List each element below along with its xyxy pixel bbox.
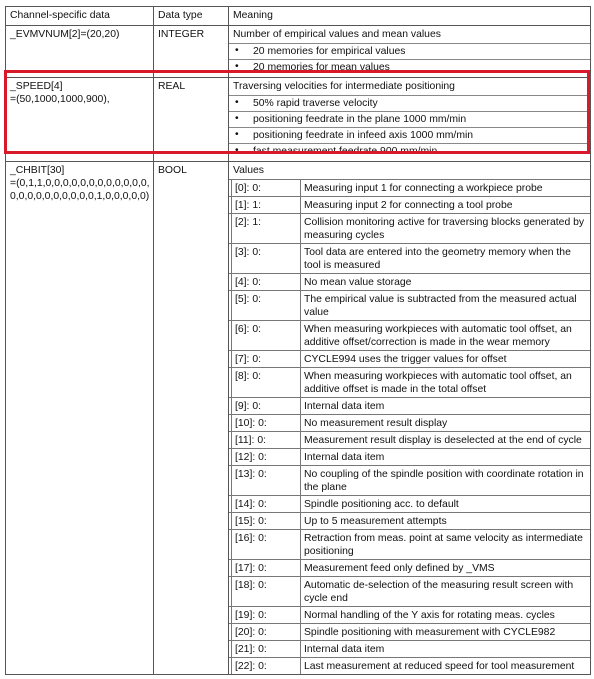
value-description: No measurement result display: [301, 415, 591, 432]
evmvnum-meaning: Number of empirical values and mean values: [233, 29, 441, 40]
value-index: [5]: 0:: [232, 291, 301, 321]
header-data-type: Data type: [154, 7, 229, 26]
value-description: Up to 5 measurement attempts: [301, 513, 591, 530]
header-meaning: Meaning: [229, 7, 591, 26]
value-description: Normal handling of the Y axis for rotating meas. cycles: [301, 607, 591, 624]
list-item: • 20 memories for empirical values: [229, 43, 590, 59]
table-row: [229, 466, 590, 496]
table-row: [229, 658, 590, 675]
table-row: [229, 180, 590, 197]
value-index: [6]: 0:: [232, 321, 301, 351]
value-index: [14]: 0:: [232, 496, 301, 513]
table-row: [229, 607, 590, 624]
value-index: [13]: 0:: [232, 466, 301, 496]
value-description: Measurement feed only defined by _VMS: [301, 560, 591, 577]
header-channel-data: Channel-specific data: [6, 7, 154, 26]
row-speed: [6, 78, 591, 162]
value-description: The empirical value is subtracted from the measured actual value: [301, 291, 591, 321]
value-index: [12]: 0:: [232, 449, 301, 466]
evmvnum-type: INTEGER: [154, 26, 229, 78]
value-description: When measuring workpieces with automatic tool offset, an additive offset is made in the total offset: [301, 368, 591, 398]
value-description: Collision monitoring active for traversing blocks generated by measuring cycles: [301, 214, 591, 244]
table-row: [229, 624, 590, 641]
value-description: Spindle positioning with measurement with CYCLE982: [301, 624, 591, 641]
value-index: [10]: 0:: [232, 415, 301, 432]
channel-data-table: [5, 6, 591, 675]
value-description: Retraction from meas. point at same velocity as intermediate positioning: [301, 530, 591, 560]
speed-name: _SPEED[4]: [10, 81, 63, 92]
row-evmvnum: [6, 26, 591, 78]
speed-type: REAL: [154, 78, 229, 162]
table-row: [229, 432, 590, 449]
speed-meaning: Traversing velocities for intermediate positioning: [233, 81, 455, 92]
table-row: [229, 496, 590, 513]
value-description: Last measurement at reduced speed for tool measurement: [301, 658, 591, 675]
chbit-name-cell: [6, 162, 154, 675]
value-index: [16]: 0:: [232, 530, 301, 560]
table-row: [229, 351, 590, 368]
chbit-values-table: [229, 179, 590, 674]
chbit-init: =(0,1,1,0,0,0,0,0,0,0,0,0,0,0,0,0,0,0,0,0,0,0,0,0,0,1,0,0,0,0,0): [10, 178, 150, 202]
table-row: [229, 291, 590, 321]
value-description: Automatic de-selection of the measuring result screen with cycle end: [301, 577, 591, 607]
list-item: • fast measurement feedrate 900 mm/min: [229, 143, 590, 159]
value-description: Measuring input 1 for connecting a workpiece probe: [301, 180, 591, 197]
table-row: [229, 197, 590, 214]
table-row: [229, 415, 590, 432]
value-description: Internal data item: [301, 398, 591, 415]
row-chbit: [6, 162, 591, 675]
value-index: [3]: 0:: [232, 244, 301, 274]
speed-name-cell: [6, 78, 154, 162]
table-row: [229, 641, 590, 658]
value-description: Measurement result display is deselected at the end of cycle: [301, 432, 591, 449]
chbit-values-label: Values: [233, 165, 264, 176]
value-index: [15]: 0:: [232, 513, 301, 530]
table-row: [229, 398, 590, 415]
chbit-type: BOOL: [154, 162, 229, 675]
table-row: [229, 321, 590, 351]
table-row: [229, 244, 590, 274]
value-index: [9]: 0:: [232, 398, 301, 415]
list-item: • 50% rapid traverse velocity: [229, 95, 590, 111]
evmvnum-name: _EVMVNUM[2]=(20,20): [6, 26, 154, 78]
table-row: [229, 449, 590, 466]
value-description: Measuring input 2 for connecting a tool probe: [301, 197, 591, 214]
table-row: [229, 274, 590, 291]
value-index: [11]: 0:: [232, 432, 301, 449]
value-description: CYCLE994 uses the trigger values for offset: [301, 351, 591, 368]
speed-meaning-cell: [229, 78, 591, 162]
chbit-meaning-cell: [229, 162, 591, 675]
value-index: [18]: 0:: [232, 577, 301, 607]
table-row: [229, 368, 590, 398]
list-item: • positioning feedrate in the plane 1000 mm/min: [229, 111, 590, 127]
table-row: [229, 214, 590, 244]
value-description: No mean value storage: [301, 274, 591, 291]
value-index: [20]: 0:: [232, 624, 301, 641]
speed-init: =(50,1000,1000,900),: [10, 94, 110, 105]
value-index: [17]: 0:: [232, 560, 301, 577]
value-description: Spindle positioning acc. to default: [301, 496, 591, 513]
value-index: [8]: 0:: [232, 368, 301, 398]
value-index: [2]: 1:: [232, 214, 301, 244]
speed-bullet-list: [233, 95, 587, 159]
table-row: [229, 577, 590, 607]
value-index: [1]: 1:: [232, 197, 301, 214]
value-index: [21]: 0:: [232, 641, 301, 658]
header-row: [6, 7, 591, 26]
value-description: When measuring workpieces with automatic tool offset, an additive offset/correction is made in the wear memory: [301, 321, 591, 351]
list-item: • 20 memories for mean values: [229, 59, 590, 75]
evmvnum-bullet-list: [233, 43, 587, 75]
value-description: No coupling of the spindle position with coordinate rotation in the plane: [301, 466, 591, 496]
value-index: [19]: 0:: [232, 607, 301, 624]
table-row: [229, 530, 590, 560]
chbit-name: _CHBIT[30]: [10, 165, 65, 176]
value-index: [22]: 0:: [232, 658, 301, 675]
value-description: Internal data item: [301, 449, 591, 466]
value-index: [7]: 0:: [232, 351, 301, 368]
table-row: [229, 513, 590, 530]
table-row: [229, 560, 590, 577]
evmvnum-meaning-cell: [229, 26, 591, 78]
value-index: [0]: 0:: [232, 180, 301, 197]
value-description: Tool data are entered into the geometry memory when the tool is measured: [301, 244, 591, 274]
value-description: Internal data item: [301, 641, 591, 658]
list-item: • positioning feedrate in infeed axis 1000 mm/min: [229, 127, 590, 143]
value-index: [4]: 0:: [232, 274, 301, 291]
